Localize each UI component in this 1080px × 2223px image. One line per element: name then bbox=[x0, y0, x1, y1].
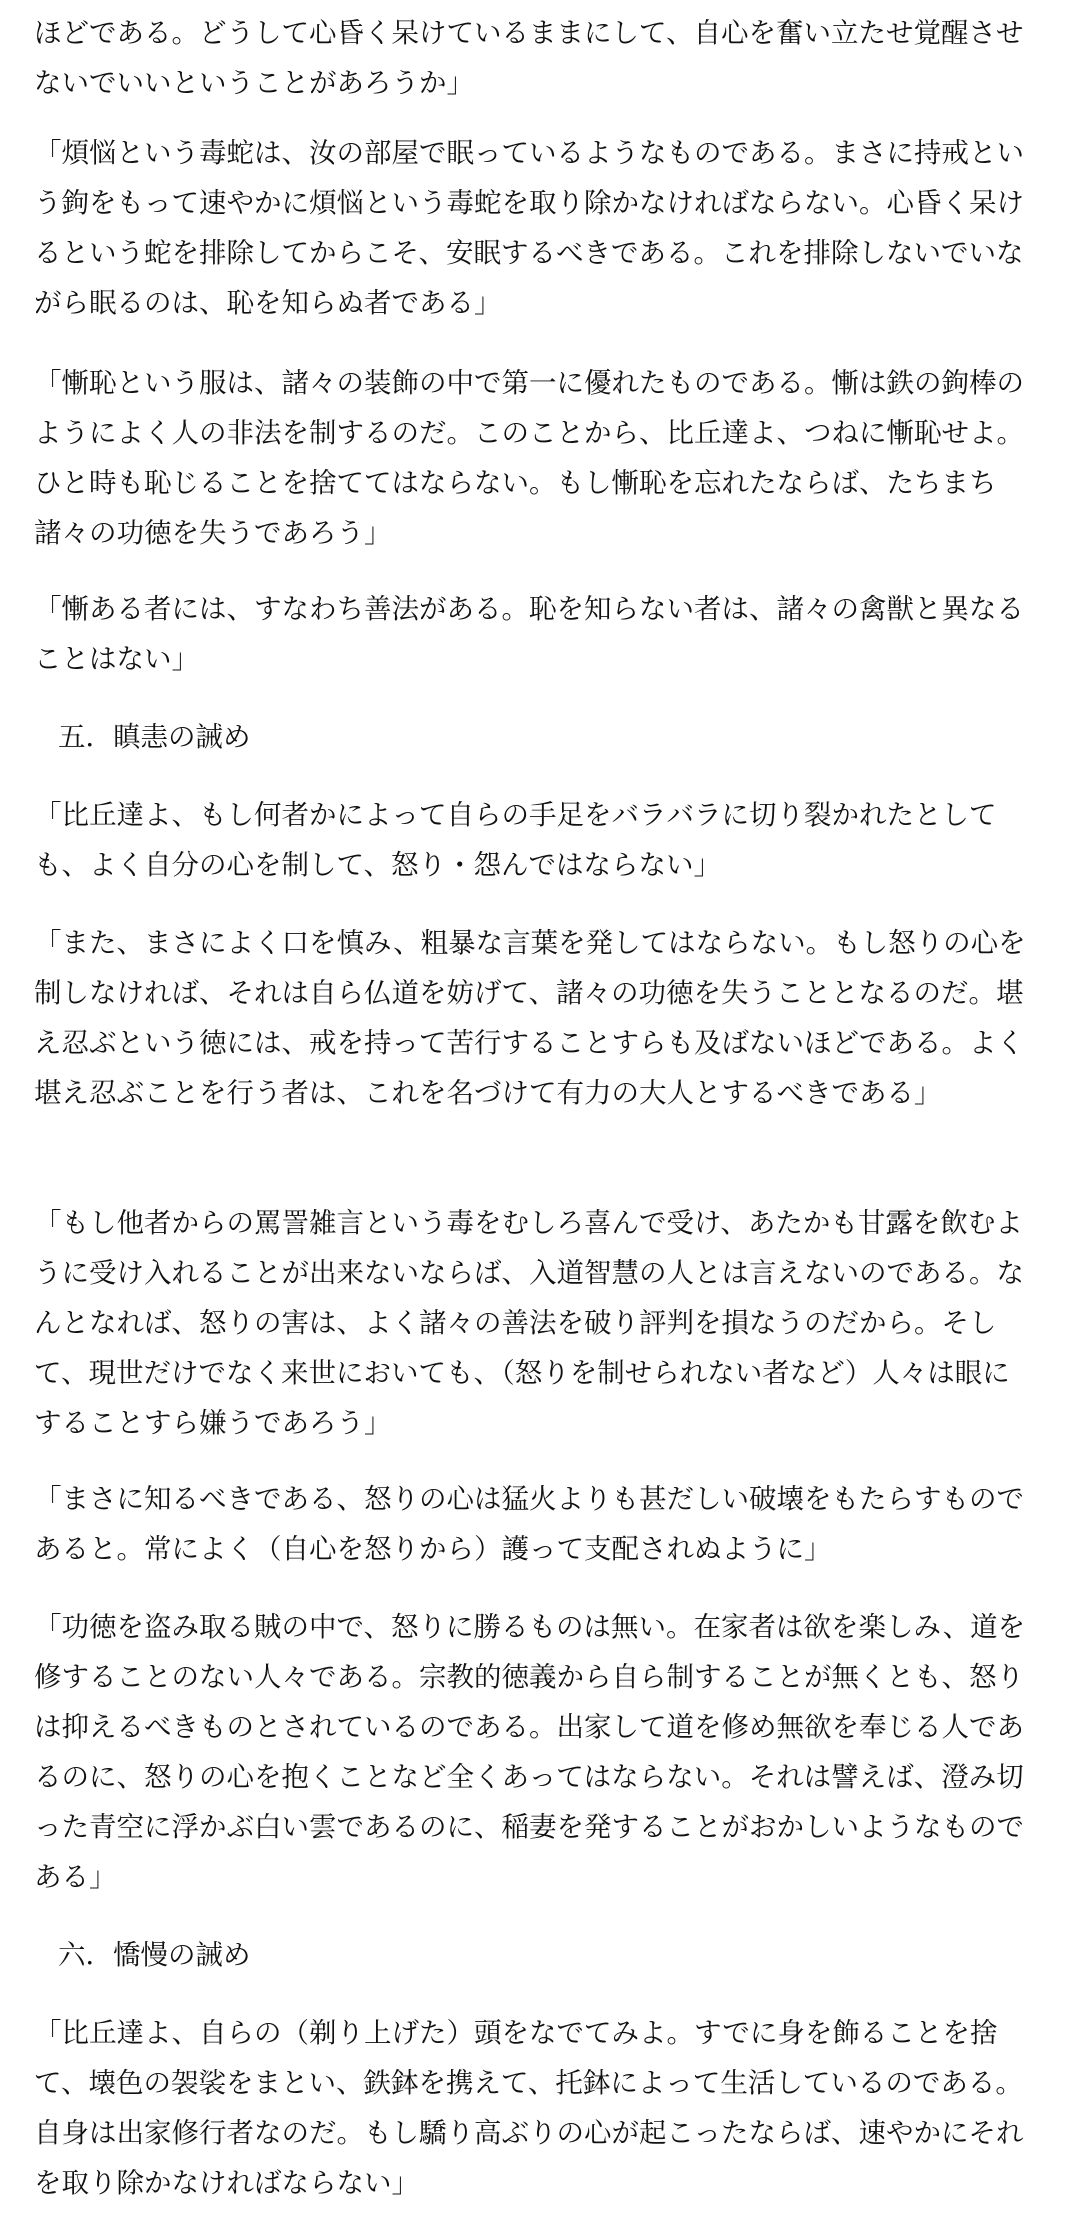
paragraph: 「煩悩という毒蛇は、汝の部屋で眠っているようなものである。まさに持戒という鉤をもって速やかに煩悩という毒蛇を取り除かなければならない。心昏く呆けるという蛇を排除してからこそ、安眠するべきである。これを排除しないでいながら眠るのは、恥を知らぬ者である」 bbox=[34, 137, 1024, 319]
paragraph: 「慚ある者には、すなわち善法がある。恥を知らない者は、諸々の禽獣と異なることはない」 bbox=[34, 593, 1024, 675]
section-heading: 五．瞋恚の誡め bbox=[58, 721, 251, 753]
section-heading: 六．憍慢の誡め bbox=[58, 1939, 251, 1971]
paragraph: 「まさに知るべきである、怒りの心は猛火よりも甚だしい破壊をもたらすものであると。常によく（自心を怒りから）護って支配されぬように」 bbox=[34, 1483, 1024, 1565]
paragraph: 「比丘達よ、自らの（剃り上げた）頭をなでてみよ。すでに身を飾ることを捨て、壊色の袈裟をまとい、鉄鉢を携えて、托鉢によって生活しているのである。自身は出家修行者なのだ。もし驕り高ぶりの心が起こったならば、速やかにそれを取り除かなければならない」 bbox=[34, 2017, 1024, 2199]
paragraph: 「慚恥という服は、諸々の装飾の中で第一に優れたものである。慚は鉄の鉤棒のようによく人の非法を制するのだ。このことから、比丘達よ、つねに慚恥せよ。ひと時も恥じることを捨ててはならない。もし慚恥を忘れたならば、たちまち諸々の功徳を失うであろう」 bbox=[34, 367, 1024, 549]
paragraph: 「功徳を盗み取る賊の中で、怒りに勝るものは無い。在家者は欲を楽しみ、道を修することのない人々である。宗教的徳義から自ら制することが無くとも、怒りは抑えるべきものとされているのである。出家して道を修め無欲を奉じる人であるのに、怒りの心を抱くことなど全くあってはならない。それは譬えば、澄み切った青空に浮かぶ白い雲であるのに、稲妻を発することがおかしいようなものである」 bbox=[34, 1611, 1026, 1893]
paragraph: 「もし他者からの罵詈雑言という毒をむしろ喜んで受け、あたかも甘露を飲むように受け入れることが出来ないならば、入道智慧の人とは言えないのである。なんとなれば、怒りの害は、よく諸々の善法を破り評判を損なうのだから。そして、現世だけでなく来世においても、（怒りを制せられない者など）人々は眼にすることすら嫌うであろう」 bbox=[34, 1207, 1024, 1439]
paragraph: 「比丘達よ、もし何者かによって自らの手足をバラバラに切り裂かれたとしても、よく自分の心を制して、怒り・怨んではならない」 bbox=[34, 799, 997, 881]
paragraph: ほどである。どうして心昏く呆けているままにして、自心を奮い立たせ覚醒させないでいいということがあろうか」 bbox=[34, 17, 1024, 99]
paragraph: 「また、まさによく口を慎み、粗暴な言葉を発してはならない。もし怒りの心を制しなければ、それは自ら仏道を妨げて、諸々の功徳を失うこととなるのだ。堪え忍ぶという徳には、戒を持って苦行することすらも及ばないほどである。よく堪え忍ぶことを行う者は、これを名づけて有力の大人とするべきである」 bbox=[34, 927, 1026, 1109]
